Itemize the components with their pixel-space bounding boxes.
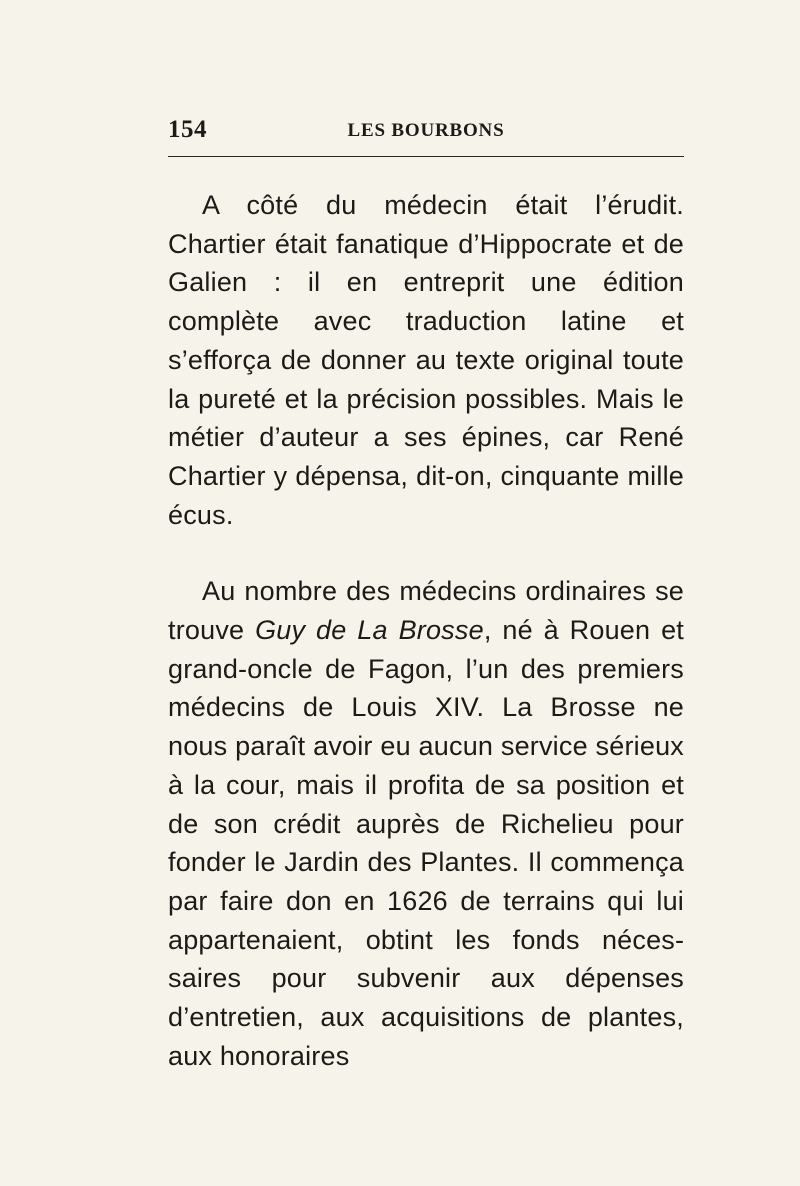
running-title: LES BOURBONS	[347, 120, 505, 141]
paragraph-2-lead: Au nombre des médecins ordinaires se trouve	[168, 576, 684, 646]
paragraph-1: A côté du médecin était l’érudit. Chartier était fanatique d’Hippocrate et de Galien : il en entreprit une édition complète avec traduction latine et s’efforça de donner au texte original toute la pureté et la précision possibles. Mais le métier d’auteur a ses épines, car René Chartier y dépensa, dit-on, cinquante mille écus.	[168, 190, 684, 530]
person-name: Guy de La Brosse	[255, 615, 484, 646]
paragraph-2-text: , né à Rouen et grand-oncle de Fagon, l’un des premiers médecins de Louis XIV. La Brosse ne nous paraît avoir eu aucun service sérieux à la cour, mais il profita de sa position et de son crédit auprès de Richelieu pour fonder le Jardin des Plantes. Il commença par faire don en 1626 de terrains qui lui appartenaient, obtint les fonds nécessaires pour subvenir aux dépenses d’entretien, aux acquisitions de plantes, aux honoraires	[168, 615, 684, 1071]
body-text	[168, 186, 684, 1075]
running-head	[168, 116, 684, 150]
page-number: 154	[168, 116, 207, 143]
header-rule	[168, 156, 684, 157]
paragraph-2	[168, 572, 684, 1075]
